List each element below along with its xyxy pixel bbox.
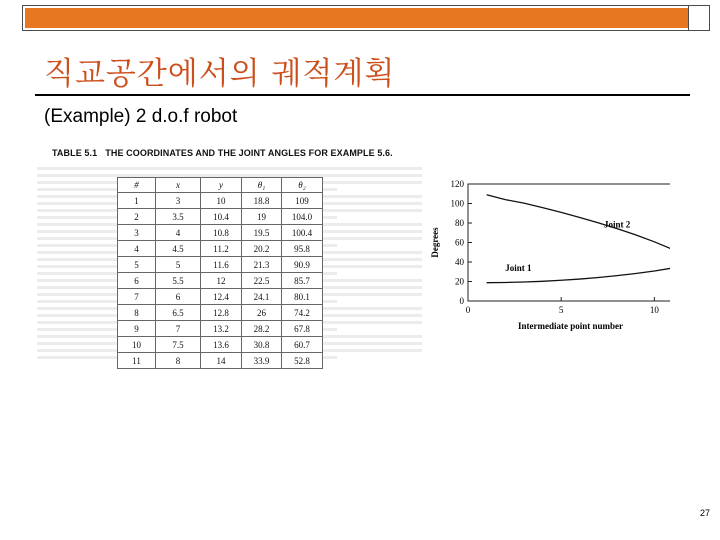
table-row: [118, 273, 323, 289]
table-row: [118, 289, 323, 305]
table-cell: 33.9: [242, 353, 282, 369]
table-cell: 104.0: [282, 209, 323, 225]
table-row: [118, 241, 323, 257]
table-cell: 8: [118, 305, 156, 321]
table-row: [118, 353, 323, 369]
x-tick-label: 0: [465, 305, 471, 315]
table-cell: 13.2: [201, 321, 242, 337]
table-cell: 4: [118, 241, 156, 257]
x-tick-label: 10: [649, 305, 659, 315]
table-header-cell: θ₂: [282, 178, 323, 193]
slide-title: 직교공간에서의 궤적계획: [44, 56, 396, 92]
series-label: Joint 2: [604, 219, 631, 230]
joint-angle-table: [117, 177, 323, 369]
table-cell: 22.5: [242, 273, 282, 289]
table-cell: 7: [118, 289, 156, 305]
table-cell: 24.1: [242, 289, 282, 305]
plot-frame: [468, 184, 670, 301]
y-tick-label: 20: [455, 276, 464, 287]
table-cell: 13.6: [201, 337, 242, 353]
table-cell: 6: [118, 273, 156, 289]
table-caption-number: TABLE 5.1: [52, 148, 98, 158]
table-cell: 10.4: [201, 209, 242, 225]
table-cell: 9: [118, 321, 156, 337]
y-axis-label: Degrees: [430, 227, 440, 258]
table-cell: 90.9: [282, 257, 323, 273]
table-cell: 3.5: [156, 209, 201, 225]
table-cell: 4.5: [156, 241, 201, 257]
table-caption-text: THE COORDINATES AND THE JOINT ANGLES FOR EXAMPLE 5.6.: [105, 148, 393, 158]
table-cell: 60.7: [282, 337, 323, 353]
header-end-box: [688, 6, 709, 30]
table-cell: 5: [118, 257, 156, 273]
table-cell: 12.8: [201, 305, 242, 321]
table-cell: 7.5: [156, 337, 201, 353]
joint-angle-chart: [420, 170, 670, 340]
table-row: [118, 209, 323, 225]
title-divider: [35, 94, 690, 96]
table-caption: [52, 148, 393, 158]
table-cell: 18.8: [242, 193, 282, 209]
faded-text-line: [37, 167, 422, 170]
table-cell: 20.2: [242, 241, 282, 257]
table-header-row: [118, 178, 323, 193]
table-row: [118, 257, 323, 273]
table-body: [118, 193, 323, 369]
table-cell: 80.1: [282, 289, 323, 305]
table-cell: 21.3: [242, 257, 282, 273]
table-cell: 3: [156, 193, 201, 209]
y-tick-label: 0: [459, 296, 464, 306]
header-accent-fill: [25, 8, 689, 28]
x-tick-label: 5: [558, 305, 564, 315]
table-cell: 100.4: [282, 225, 323, 241]
y-tick-label: 60: [455, 237, 464, 248]
table-header-cell: #: [118, 178, 156, 193]
slide-subtitle: (Example) 2 d.o.f robot: [44, 106, 238, 127]
table-cell: 12.4: [201, 289, 242, 305]
table-row: [118, 225, 323, 241]
table-cell: 6: [156, 289, 201, 305]
table-cell: 1: [118, 193, 156, 209]
table-cell: 10: [201, 193, 242, 209]
table-cell: 26: [242, 305, 282, 321]
table-header-cell: y: [201, 178, 242, 193]
table-cell: 109: [282, 193, 323, 209]
table-cell: 2: [118, 209, 156, 225]
table-cell: 11.2: [201, 241, 242, 257]
table-cell: 10: [118, 337, 156, 353]
table-cell: 3: [118, 225, 156, 241]
table-cell: 11.6: [201, 257, 242, 273]
table-cell: 10.8: [201, 225, 242, 241]
table-cell: 85.7: [282, 273, 323, 289]
table-cell: 19: [242, 209, 282, 225]
table-cell: 28.2: [242, 321, 282, 337]
table-cell: 30.8: [242, 337, 282, 353]
header-bar: [22, 5, 710, 31]
table-figure: [37, 143, 427, 373]
y-tick-label: 40: [455, 257, 464, 267]
table-row: [118, 305, 323, 321]
table-header-cell: x: [156, 178, 201, 193]
table-cell: 6.5: [156, 305, 201, 321]
table-cell: 8: [156, 353, 201, 369]
table-cell: 95.8: [282, 241, 323, 257]
series-label: Joint 1: [505, 263, 532, 274]
table-cell: 7: [156, 321, 201, 337]
table-row: [118, 337, 323, 353]
y-tick-label: 80: [455, 218, 464, 228]
table-cell: 67.8: [282, 321, 323, 337]
table-row: [118, 321, 323, 337]
table-cell: 12: [201, 273, 242, 289]
table-cell: 5.5: [156, 273, 201, 289]
table-cell: 4: [156, 225, 201, 241]
x-axis-label: Intermediate point number: [518, 321, 623, 331]
page-number: 27: [700, 508, 711, 518]
y-tick-label: 100: [450, 198, 464, 209]
table-cell: 19.5: [242, 225, 282, 241]
table-cell: 5: [156, 257, 201, 273]
table-header-cell: θ₁: [242, 178, 282, 193]
table-cell: 11: [118, 353, 156, 369]
y-tick-label: 120: [450, 179, 464, 189]
table-cell: 14: [201, 353, 242, 369]
table-cell: 74.2: [282, 305, 323, 321]
table-row: [118, 193, 323, 209]
table-cell: 52.8: [282, 353, 323, 369]
